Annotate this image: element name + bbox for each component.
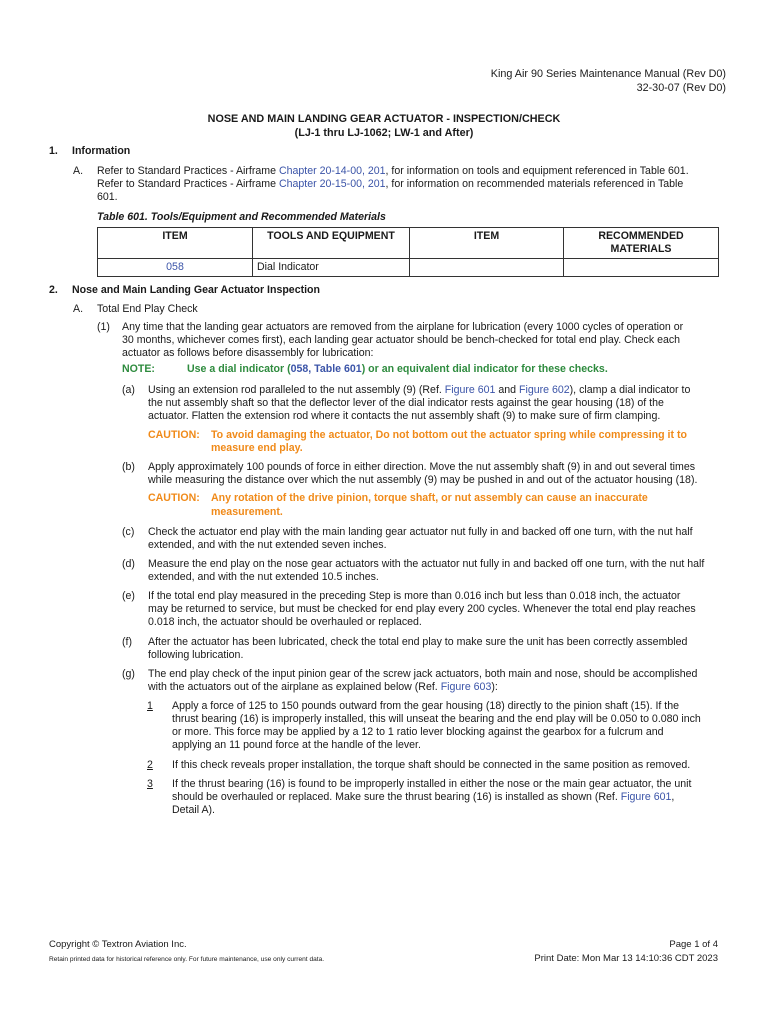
col-item: ITEM <box>98 228 253 259</box>
section-1-heading: Information <box>72 145 131 157</box>
caution-b-line2: measurement. <box>211 506 283 518</box>
materials-cell <box>564 259 719 277</box>
substep-3-line1: If the thrust bearing (16) is found to be improperly installed in either the nose or the main gear actuator, the unit <box>172 778 692 790</box>
step-f-label: (f) <box>122 636 132 648</box>
text: Refer to Standard Practices - Airframe <box>97 178 279 190</box>
caution-a-line1: To avoid damaging the actuator, Do not bottom out the actuator spring while compressing it to <box>211 429 687 441</box>
step-e-label: (e) <box>122 590 135 602</box>
step-a-line2: the nut assembly shaft so that the deflector lever of the dial indicator rests against the gear housing (18) of the <box>148 397 664 409</box>
step-1-line2: 30 months, whichever comes first), each landing gear actuator should be bench-checked for total end play. Check each <box>122 334 681 346</box>
figure-603-link[interactable]: Figure 603 <box>440 681 492 693</box>
print-date: Print Date: Mon Mar 13 14:10:36 CDT 2023 <box>534 953 718 964</box>
manual-title: King Air 90 Series Maintenance Manual (Rev D0) <box>490 68 726 80</box>
col-tools: TOOLS AND EQUIPMENT <box>253 228 410 259</box>
substep-3-label: 3 <box>147 778 153 790</box>
step-a-label: (a) <box>122 384 135 396</box>
step-a-line1 <box>148 384 690 397</box>
step-b-label: (b) <box>122 461 135 473</box>
text: Using an extension rod paralleled to the nut assembly (9) (Ref. <box>148 384 445 396</box>
step-d-label: (d) <box>122 558 135 570</box>
document-code: 32-30-07 (Rev D0) <box>636 82 726 94</box>
step-d-line1: Measure the end play on the nose gear actuators with the actuator nut fully in and backed off one turn, with the nut half <box>148 558 705 570</box>
step-e-line1: If the total end play measured in the preceding Step is more than 0.016 inch but less than 0.018 inch, the actuator <box>148 590 681 602</box>
section-1a-line1 <box>97 165 689 178</box>
note-text <box>187 363 608 376</box>
text: , for information on recommended materials referenced in Table <box>385 178 684 190</box>
table-caption: Table 601. Tools/Equipment and Recommended Materials <box>97 211 386 223</box>
substep-1-label: 1 <box>147 700 153 712</box>
section-2-number: 2. <box>49 284 58 296</box>
caution-b-line1: Any rotation of the drive pinion, torque shaft, or nut assembly can cause an inaccurate <box>211 492 648 504</box>
caution-a-label: CAUTION: <box>148 429 200 441</box>
text: , <box>671 791 675 803</box>
item-2-cell <box>410 259 564 277</box>
tools-table <box>97 227 719 277</box>
step-b-line1: Apply approximately 100 pounds of force in either direction. Move the nut assembly shaft (9) in and out several times <box>148 461 696 473</box>
substep-1-line3: or more. This force may be applied by a 12 to 1 ratio lever blocking against the gearbox for a fulcrum and <box>172 726 664 738</box>
section-1-number: 1. <box>49 145 58 157</box>
copyright: Copyright © Textron Aviation Inc. <box>49 939 187 950</box>
figure-601-link-2[interactable]: Figure 601 <box>620 791 672 803</box>
step-1-label: (1) <box>97 321 110 333</box>
figure-601-link[interactable]: Figure 601 <box>444 384 496 396</box>
text: with the actuators out of the airplane as explained below (Ref. <box>148 681 441 693</box>
caution-b-label: CAUTION: <box>148 492 200 504</box>
step-g-line2 <box>148 681 498 694</box>
page-subtitle: (LJ-1 thru LJ-1062; LW-1 and After) <box>294 127 474 139</box>
text: Use a dial indicator ( <box>187 363 291 375</box>
tool-name: Dial Indicator <box>253 259 410 277</box>
caution-a-line2: measure end play. <box>211 442 303 454</box>
section-1a-label: A. <box>73 165 84 177</box>
step-a-line3: actuator. Flatten the extension rod where it contacts the nut assembly shaft (9) to make sure of firm clamping. <box>148 410 661 422</box>
section-1a-line2 <box>97 178 683 191</box>
table-header-row <box>98 228 719 259</box>
note-label: NOTE: <box>122 363 155 375</box>
step-d-line2: extended, and with the nut extended 10.5 inches. <box>148 571 379 583</box>
step-g-label: (g) <box>122 668 135 680</box>
text: Refer to Standard Practices - Airframe <box>97 165 279 177</box>
col-materials: RECOMMENDED MATERIALS <box>564 228 719 259</box>
page-number: Page 1 of 4 <box>669 939 718 950</box>
substep-2-label: 2 <box>147 759 153 771</box>
step-f-line2: following lubrication. <box>148 649 244 661</box>
text: ), clamp a dial indicator to <box>569 384 691 396</box>
section-1a-line3: 601. <box>97 191 118 203</box>
section-2a-label: A. <box>73 303 84 315</box>
step-b-line2: while measuring the distance over which the nut assembly (9) may be pushed in and out of the actuator housing (18). <box>148 474 698 486</box>
substep-3-line2 <box>172 791 674 804</box>
step-e-line3: 0.018 inch, the actuator should be overhauled or replaced. <box>148 616 422 628</box>
substep-2-line1: If this check reveals proper installation, the torque shaft should be connected in the same position as removed. <box>172 759 691 771</box>
item-058-link[interactable]: 058 <box>98 259 253 277</box>
step-c-line2: extended, and with the nut extended seven inches. <box>148 539 387 551</box>
section-2-heading: Nose and Main Landing Gear Actuator Inspection <box>72 284 321 296</box>
step-e-line2: may be returned to service, but must be checked for end play every 200 cycles. Whenever the total end play reaches <box>148 603 696 615</box>
text: ): <box>491 681 498 693</box>
step-c-line1: Check the actuator end play with the main landing gear actuator nut fully in and backed off one turn, with the nut half <box>148 526 693 538</box>
page-title: NOSE AND MAIN LANDING GEAR ACTUATOR - INSPECTION/CHECK <box>207 113 561 125</box>
substep-1-line2: thrust bearing (16) is improperly installed, this will unseat the bearing and the end play will be 0.050 to 0.080 inch <box>172 713 701 725</box>
step-c-label: (c) <box>122 526 135 538</box>
substep-1-line1: Apply a force of 125 to 150 pounds outward from the gear housing (18) directly to the pinion shaft (15). If the <box>172 700 680 712</box>
section-2a-text: Total End Play Check <box>97 303 198 315</box>
table-601-link[interactable]: 058, Table 601 <box>290 363 362 375</box>
step-f-line1: After the actuator has been lubricated, check the total end play to make sure the unit has been correctly assembled <box>148 636 688 648</box>
text: , for information on tools and equipment referenced in Table 601. <box>385 165 689 177</box>
substep-3-line3: Detail A). <box>172 804 215 816</box>
text: ) or an equivalent dial indicator for these checks. <box>361 363 608 375</box>
step-1-line3: actuator as follows before disassembly for lubrication: <box>122 347 374 359</box>
figure-602-link[interactable]: Figure 602 <box>519 384 570 396</box>
text: and <box>495 384 519 396</box>
substep-1-line4: applying an 11 pound force at the handle of the lever. <box>172 739 421 751</box>
step-g-line1: The end play check of the input pinion gear of the screw jack actuators, both main and nose, should be accomplished <box>148 668 698 680</box>
text: should be overhauled or replaced. Make sure the thrust bearing (16) is installed as shown (Ref. <box>172 791 621 803</box>
step-1-line1: Any time that the landing gear actuators are removed from the airplane for lubrication (every 1000 cycles of operation or <box>122 321 684 333</box>
retain-notice: Retain printed data for historical reference only. For future maintenance, use only current data. <box>49 956 325 963</box>
chapter-20-14-link[interactable]: Chapter 20-14-00, 201 <box>278 165 386 177</box>
chapter-20-15-link[interactable]: Chapter 20-15-00, 201 <box>278 178 386 190</box>
table-row <box>98 259 719 277</box>
col-item-2: ITEM <box>410 228 564 259</box>
